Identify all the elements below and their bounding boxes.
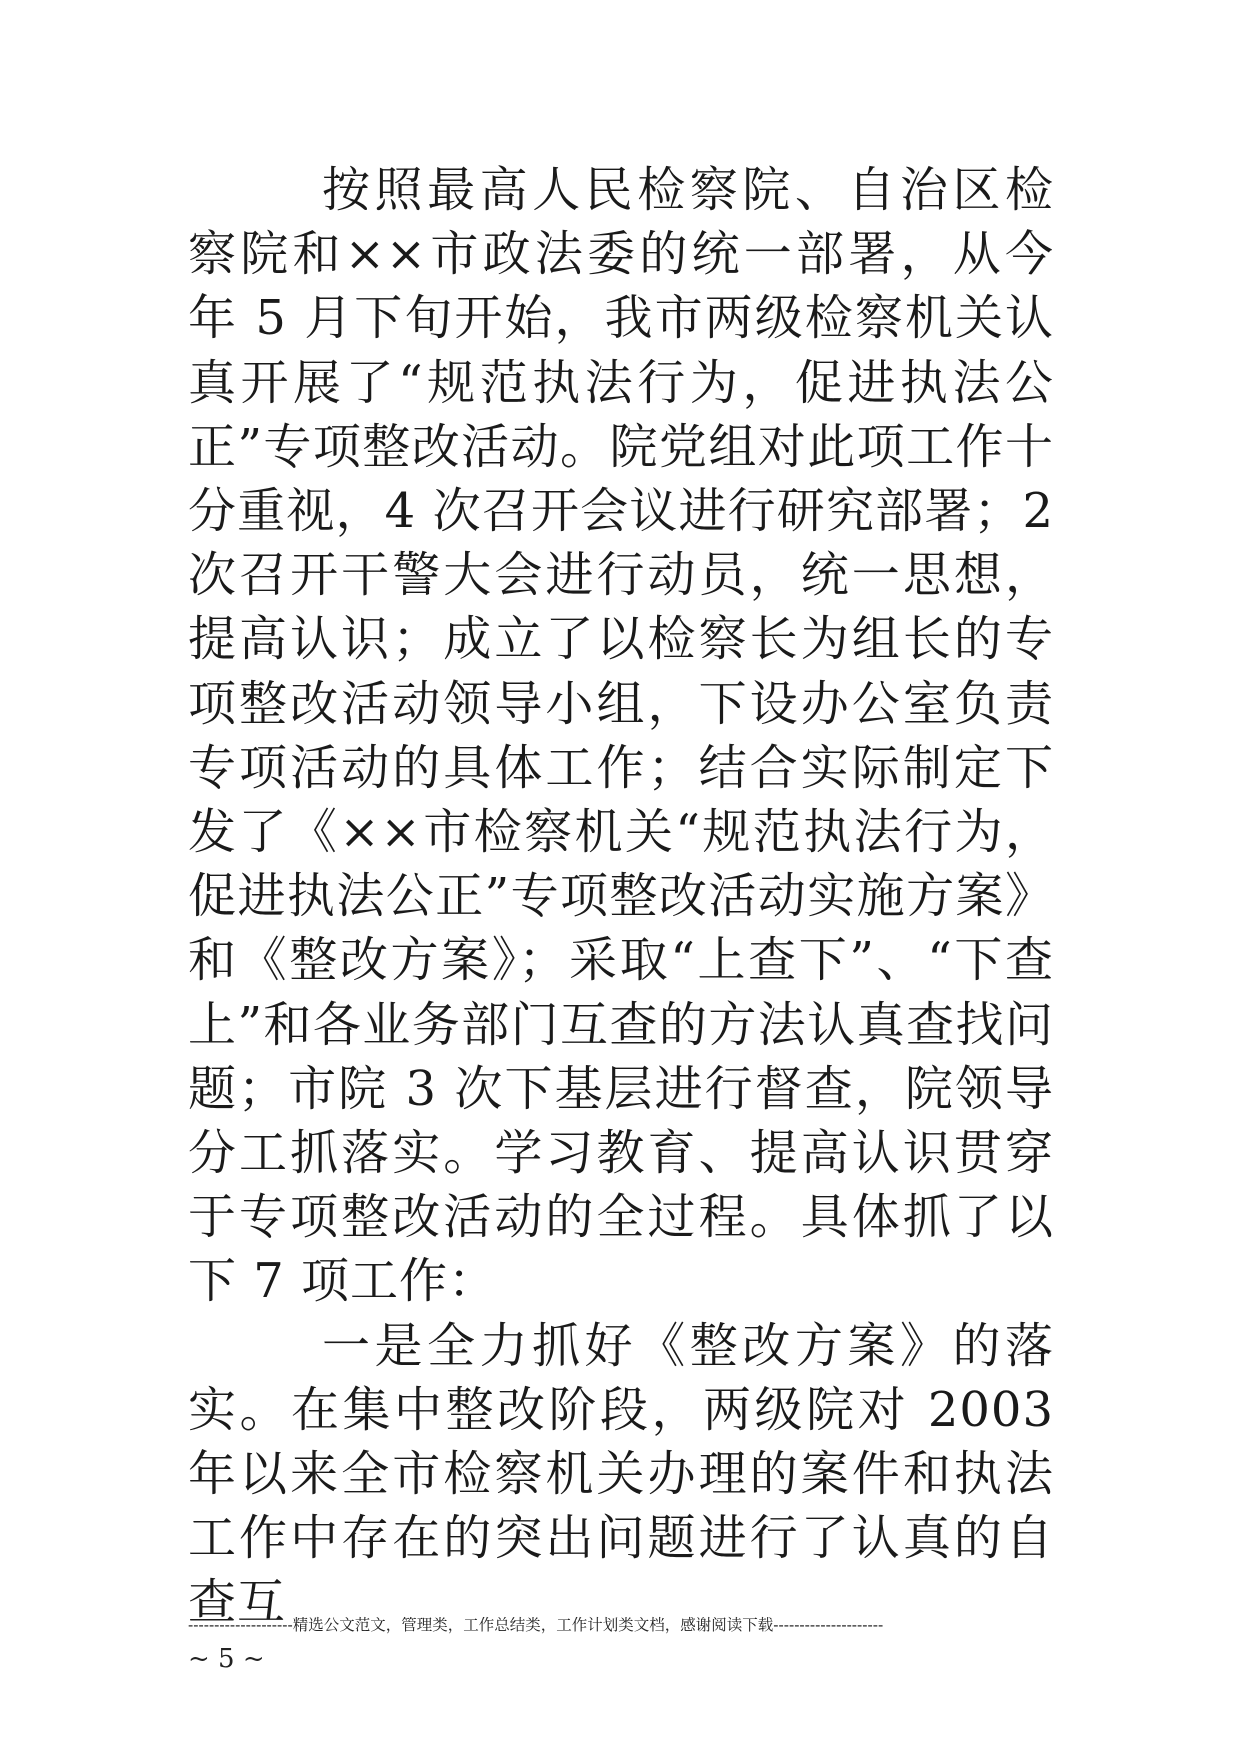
footer-banner: --------------------精选公文范文，管理类，工作总结类，工作计划类文档，感谢阅读下载--------------------- (188, 1616, 884, 1634)
body-text (188, 158, 1054, 1635)
paragraph-1: 按照最高人民检察院、自治区检察院和××市政法委的统一部署，从今年 5 月下旬开始，我市两级检察机关认真开展了“规范执法行为，促进执法公正”专项整改活动。院党组对此项工作十分重视，4 次召开会议进行研究部署；2 次召开干警大会进行动员，统一思想，提高认识；成立了以检察长为组长的专项整改活动领导小组，下设办公室负责专项活动的具体工作；结合实际制定下发了《××市检察机关“规范执法行为，促进执法公正”专项整改活动实施方案》和《整改方案》；采取“上查下”、“下查上”和各业务部门互查的方法认真查找问题；市院 3 次下基层进行督查，院领导分工抓落实。学习教育、提高认识贯穿于专项整改活动的全过程。具体抓了以下 7 项工作： (188, 162, 1054, 1310)
paragraph-2: 一是全力抓好《整改方案》的落实。在集中整改阶段，两级院对 2003 年以来全市检察机关办理的案件和执法工作中存在的突出问题进行了认真的自查互 (188, 1317, 1054, 1631)
page-number: ~ 5 ~ (188, 1644, 265, 1674)
